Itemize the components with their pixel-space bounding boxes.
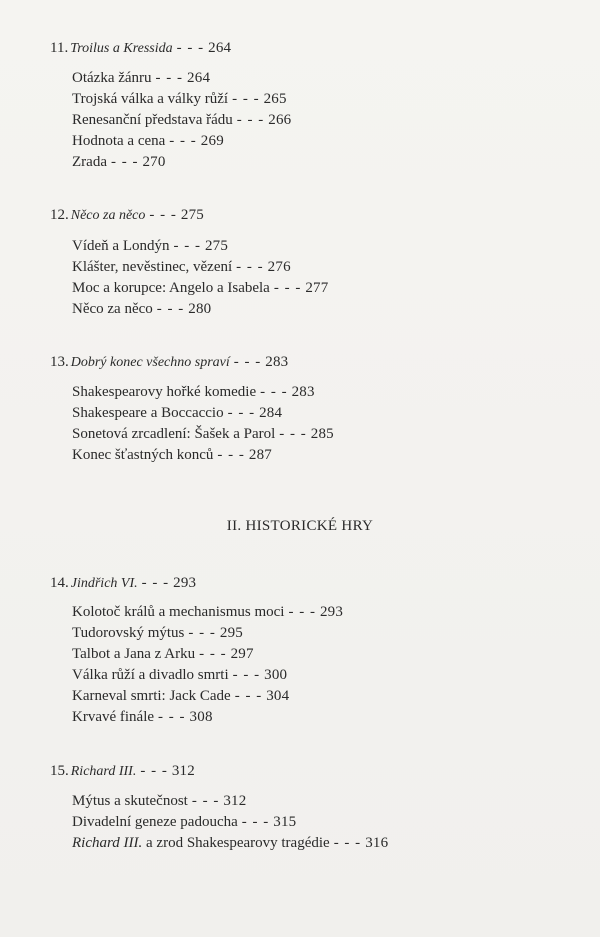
leader-dashes: - - - xyxy=(234,688,263,704)
page-number: 265 xyxy=(263,91,287,107)
section-title: Krvavé finále xyxy=(72,709,155,725)
page-number: 312 xyxy=(171,763,195,779)
leader-dashes: - - - xyxy=(232,91,260,107)
page-number: 284 xyxy=(259,405,283,421)
section-list xyxy=(72,602,343,728)
chapter-title: Jindřich VI. xyxy=(70,576,138,591)
chapter-title: Dobrý konec všechno spraví xyxy=(70,355,230,370)
leader-dashes: - - - xyxy=(140,763,168,779)
section-title: Otázka žánru xyxy=(72,70,152,86)
section-entry xyxy=(72,299,328,320)
section-entry xyxy=(72,424,334,445)
chapter-number: 13. xyxy=(50,354,69,370)
page-number: 293 xyxy=(173,575,197,591)
section-title: Sonetová zrcadlení: Šašek a Parol xyxy=(72,426,276,442)
page-number: 285 xyxy=(310,426,334,442)
leader-dashes: - - - xyxy=(149,207,177,223)
chapter-number: 15. xyxy=(50,763,69,779)
page-number: 304 xyxy=(266,688,290,704)
leader-dashes: - - - xyxy=(176,40,205,56)
part-heading: II. HISTORICKÉ HRY xyxy=(226,518,374,534)
section-title: Moc a korupce: Angelo a Isabela xyxy=(72,280,270,296)
chapter-title: Troilus a Kressida xyxy=(70,41,173,56)
chapter-number: 11. xyxy=(50,40,69,56)
page-number: 280 xyxy=(188,301,212,317)
leader-dashes: - - - xyxy=(173,238,201,254)
leader-dashes: - - - xyxy=(141,575,170,591)
section-entry xyxy=(72,812,388,833)
leader-dashes: - - - xyxy=(156,301,185,317)
leader-dashes: - - - xyxy=(236,112,265,128)
leader-dashes: - - - xyxy=(236,259,264,275)
leader-dashes: - - - xyxy=(232,667,261,683)
section-title: a zrod Shakespearovy tragédie xyxy=(142,835,330,851)
section-title: Hodnota a cena xyxy=(72,133,166,149)
page-number: 293 xyxy=(319,604,344,620)
section-entry xyxy=(72,665,343,686)
section-title: Kolotoč králů a mechanismus moci xyxy=(72,604,285,620)
section-entry xyxy=(72,278,328,299)
section-entry xyxy=(72,644,343,665)
section-title: Karneval smrti: Jack Cade xyxy=(72,688,231,704)
chapter-heading xyxy=(50,205,204,226)
section-entry xyxy=(72,623,343,644)
chapter-heading xyxy=(50,352,288,373)
chapter-number: 14. xyxy=(50,575,69,591)
leader-dashes: - - - xyxy=(199,646,227,662)
section-title: Trojská válka a války růží xyxy=(72,91,229,107)
page-number: 283 xyxy=(265,354,289,370)
chapter-heading xyxy=(50,38,231,59)
section-title-italic: Richard III. xyxy=(72,835,143,851)
leader-dashes: - - - xyxy=(158,709,186,725)
section-entry xyxy=(72,68,291,89)
leader-dashes: - - - xyxy=(260,384,288,400)
page-number: 308 xyxy=(189,709,213,725)
section-title: Talbot a Jana z Arku xyxy=(72,646,196,662)
page-number: 316 xyxy=(365,835,389,851)
section-entry xyxy=(72,686,343,707)
section-list xyxy=(72,236,328,320)
chapter-title: Něco za něco xyxy=(70,208,146,223)
leader-dashes: - - - xyxy=(241,814,270,830)
section-title: Vídeň a Londýn xyxy=(72,238,170,254)
section-entry xyxy=(72,791,388,812)
section-title: Shakespearovy hořké komedie xyxy=(72,384,257,400)
leader-dashes: - - - xyxy=(191,793,220,809)
leader-dashes: - - - xyxy=(155,70,184,86)
page-number: 297 xyxy=(230,646,254,662)
page-number: 275 xyxy=(180,207,205,223)
leader-dashes: - - - xyxy=(188,625,216,641)
section-list xyxy=(72,68,291,173)
chapter-heading xyxy=(50,573,196,594)
section-entry xyxy=(72,602,343,623)
leader-dashes: - - - xyxy=(110,154,139,170)
page-number: 264 xyxy=(208,40,232,56)
leader-dashes: - - - xyxy=(288,604,316,620)
page-number: 269 xyxy=(200,133,224,149)
section-entry xyxy=(72,382,334,403)
page-number: 312 xyxy=(223,793,247,809)
section-entry xyxy=(72,833,388,854)
page-number: 270 xyxy=(142,154,166,170)
section-entry xyxy=(72,257,328,278)
leader-dashes: - - - xyxy=(279,426,307,442)
section-title: Shakespeare a Boccaccio xyxy=(72,405,224,421)
page-number: 287 xyxy=(248,447,272,463)
section-entry xyxy=(72,89,291,110)
page-number: 266 xyxy=(268,112,292,128)
leader-dashes: - - - xyxy=(169,133,197,149)
section-list xyxy=(72,382,334,466)
section-entry xyxy=(72,403,334,424)
section-title: Zrada xyxy=(72,154,107,170)
section-title: Něco za něco xyxy=(72,301,153,317)
section-title: Konec šťastných konců xyxy=(72,447,214,463)
section-title: Renesanční představa řádu xyxy=(72,112,233,128)
chapter-number: 12. xyxy=(50,207,69,223)
section-entry xyxy=(72,152,291,173)
page-number: 295 xyxy=(219,625,243,641)
section-list xyxy=(72,791,388,854)
section-entry xyxy=(72,707,343,728)
leader-dashes: - - - xyxy=(233,354,262,370)
leader-dashes: - - - xyxy=(227,405,256,421)
chapter-heading xyxy=(50,761,195,782)
leader-dashes: - - - xyxy=(217,447,245,463)
section-title: Divadelní geneze padoucha xyxy=(72,814,238,830)
section-title: Mýtus a skutečnost xyxy=(72,793,188,809)
section-title: Klášter, nevěstinec, vězení xyxy=(72,259,233,275)
page-number: 283 xyxy=(291,384,315,400)
page-number: 264 xyxy=(187,70,211,86)
section-entry xyxy=(72,445,334,466)
section-entry xyxy=(72,110,291,131)
section-entry xyxy=(72,131,291,152)
page-number: 275 xyxy=(204,238,229,254)
section-entry xyxy=(72,236,328,257)
page-number: 277 xyxy=(305,280,329,296)
chapter-title: Richard III. xyxy=(70,764,137,779)
section-title: Tudorovský mýtus xyxy=(72,625,185,641)
leader-dashes: - - - xyxy=(333,835,362,851)
section-title: Válka růží a divadlo smrti xyxy=(72,667,229,683)
page-number: 315 xyxy=(273,814,297,830)
page-number: 300 xyxy=(264,667,288,683)
leader-dashes: - - - xyxy=(273,280,302,296)
page-number: 276 xyxy=(267,259,291,275)
